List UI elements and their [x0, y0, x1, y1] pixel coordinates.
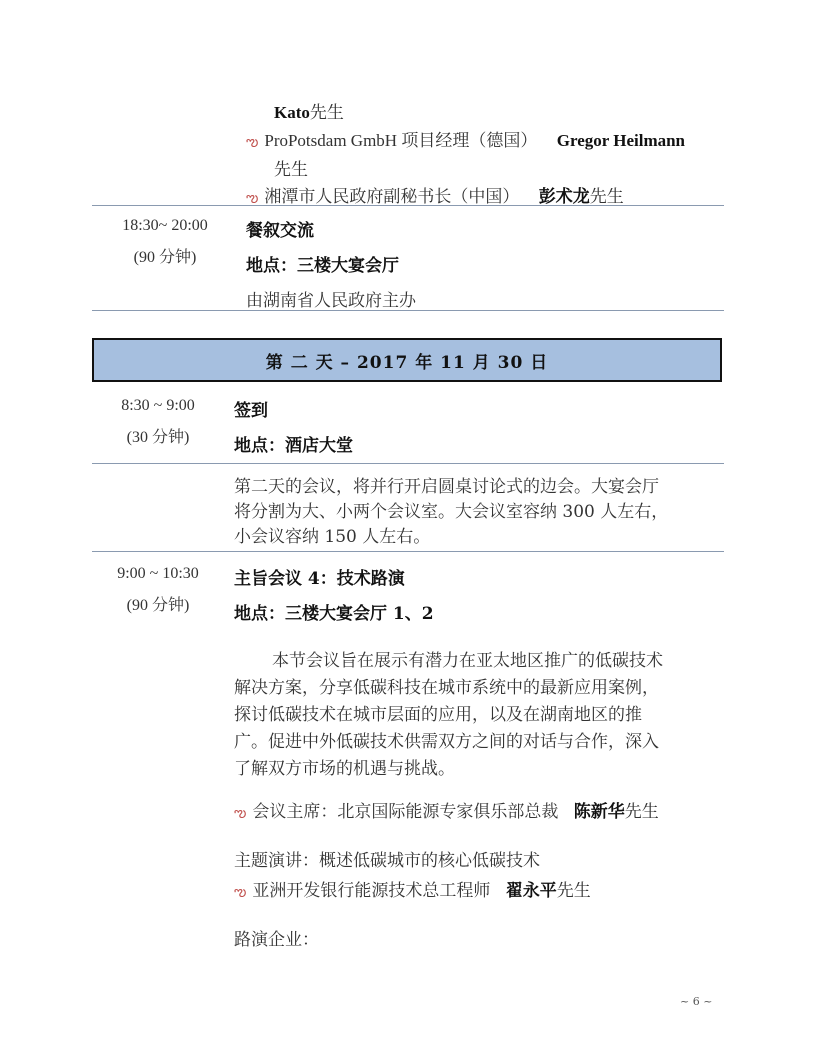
checkin-time: 8:30 ~ 9:00	[121, 397, 195, 414]
keynote4-desc: 探讨低碳技术在城市层面的应用，以及在湖南地区的推	[234, 705, 642, 725]
notice-line: 第二天的会议，将并行开启圆桌讨论式的边会。大宴会厅	[234, 477, 659, 497]
bullet-icon: ఌ	[234, 884, 247, 900]
dinner-title: 餐叙交流	[246, 221, 314, 241]
keynote4-speech-title: 主题演讲：概述低碳城市的核心低碳技术	[234, 851, 540, 871]
page-number: ~ 6 ~	[680, 995, 713, 1008]
keynote4-speaker: ఌ 亚洲开发银行能源技术总工程师 翟永平先生	[234, 881, 591, 901]
dinner-location: 地点：三楼大宴会厅	[246, 256, 399, 276]
keynote4-desc: 解决方案，分享低碳科技在城市系统中的最新应用案例，	[234, 678, 659, 698]
checkin-duration: (30 分钟)	[126, 429, 190, 446]
keynote4-desc: 广。促进中外低碳技术供需双方之间的对话与合作，深入	[234, 732, 659, 752]
keynote4-duration: (90 分钟)	[126, 597, 190, 614]
keynote4-title: 主旨会议 4：技术路演	[234, 569, 405, 589]
speaker-line-heilmann-suffix: 先生	[274, 160, 308, 180]
keynote4-chair: ఌ 会议主席：北京国际能源专家俱乐部总裁 陈新华先生	[234, 802, 659, 822]
row-divider	[92, 310, 724, 311]
speaker-line-peng: ఌ 湘潭市人民政府副秘书长（中国） 彭术龙先生	[246, 187, 624, 207]
keynote4-location: 地点：三楼大宴会厅 1、2	[234, 604, 434, 624]
bullet-icon: ఌ	[234, 805, 247, 821]
speaker-line-kato: Kato先生	[274, 103, 344, 123]
notice-line: 将分割为大、小两个会议室。大会议室容纳 300 人左右，	[234, 502, 669, 522]
dinner-duration: (90 分钟)	[133, 249, 197, 266]
bullet-icon: ఌ	[246, 134, 259, 150]
keynote4-desc: 本节会议旨在展示有潜力在亚太地区推广的低碳技术	[272, 651, 663, 671]
checkin-title: 签到	[234, 401, 268, 421]
row-divider	[92, 463, 724, 464]
keynote4-roadshow-label: 路演企业：	[234, 930, 319, 950]
notice-line: 小会议容纳 150 人左右。	[234, 527, 431, 547]
dinner-host: 由湖南省人民政府主办	[246, 291, 416, 311]
day2-header: 第 二 天 – 2017 年 11 月 30 日	[92, 338, 722, 382]
row-divider	[92, 551, 724, 552]
bullet-icon: ఌ	[246, 190, 259, 206]
keynote4-time: 9:00 ~ 10:30	[117, 565, 199, 582]
row-divider	[92, 205, 724, 206]
keynote4-desc: 了解双方市场的机遇与挑战。	[234, 759, 455, 779]
dinner-time: 18:30~ 20:00	[122, 217, 208, 234]
speaker-line-heilmann: ఌ ProPotsdam GmbH 项目经理（德国） Gregor Heilmann	[246, 131, 686, 150]
checkin-location: 地点：酒店大堂	[234, 436, 353, 456]
